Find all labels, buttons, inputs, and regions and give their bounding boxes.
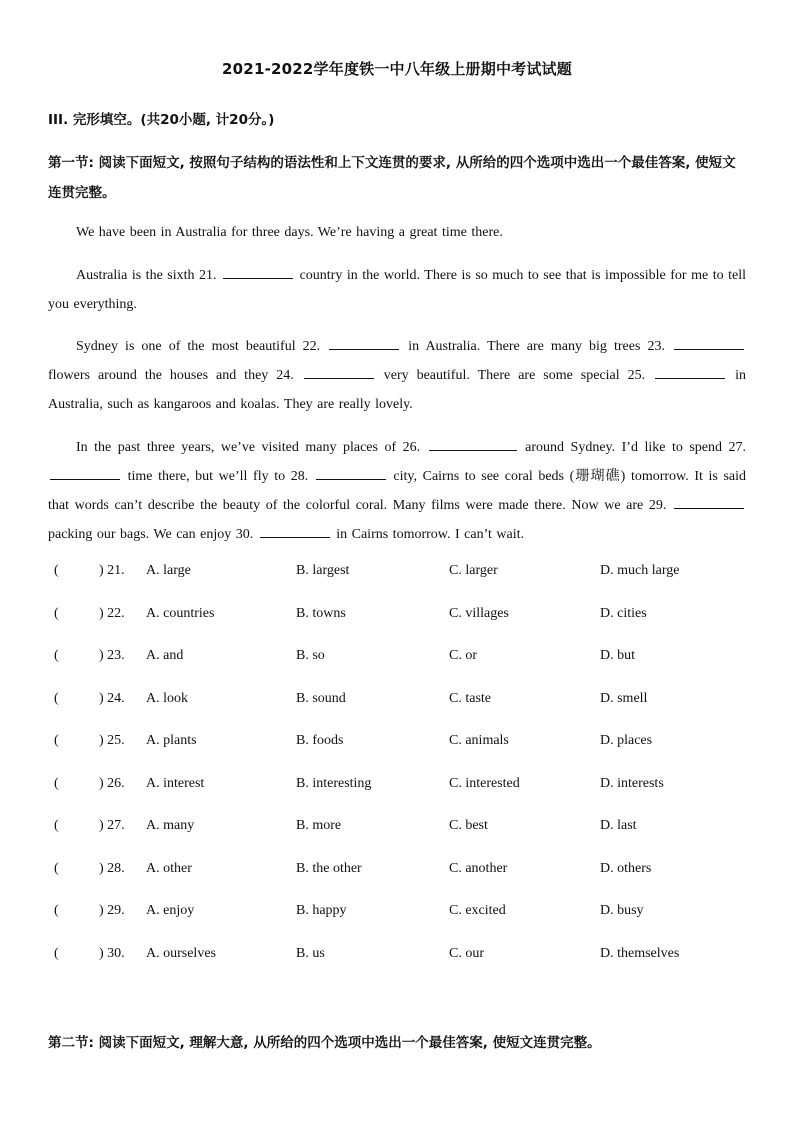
option-a[interactable]: A. countries	[146, 605, 215, 621]
option-b[interactable]: B. interesting	[296, 775, 372, 791]
option-c[interactable]: C. villages	[449, 605, 509, 621]
passage-text: In the past three years, we’ve visited many places of 26.	[76, 440, 421, 455]
question-row	[48, 733, 768, 776]
part1-instruction: 第一节: 阅读下面短文, 按照句子结构的语法性和上下文连贯的要求, 从所给的四个选项中选出一个最佳答案, 使短文连贯完整。	[48, 155, 736, 201]
passage-text: around Sydney. I’d like to spend 27.	[525, 440, 747, 455]
option-d[interactable]: D. others	[600, 860, 652, 876]
page-title: 2021-2022学年度铁一中八年级上册期中考试试题	[222, 60, 572, 78]
answer-blank-25[interactable]	[655, 364, 725, 379]
option-a[interactable]: A. and	[146, 648, 184, 663]
passage-text: in Cairns tomorrow. I can’t wait.	[336, 527, 524, 542]
passage-paragraph-3	[48, 332, 746, 419]
question-row	[48, 606, 768, 649]
question-row	[48, 818, 768, 861]
answer-slot-open[interactable]: (	[54, 775, 59, 791]
option-d[interactable]: D. interests	[600, 775, 664, 791]
answer-slot-open[interactable]: (	[54, 945, 59, 961]
passage-text: in Australia. There are many big trees 23.	[408, 339, 665, 354]
answer-slot-open[interactable]: (	[54, 690, 59, 706]
option-c[interactable]: C. larger	[449, 563, 498, 578]
option-d[interactable]: D. but	[600, 648, 635, 663]
option-a[interactable]: A. interest	[146, 775, 205, 791]
option-d[interactable]: D. busy	[600, 903, 644, 918]
option-c[interactable]: C. animals	[449, 733, 509, 748]
question-number: ) 30.	[99, 945, 125, 961]
option-b[interactable]: B. us	[296, 945, 325, 961]
question-row	[48, 946, 768, 989]
option-c[interactable]: C. taste	[449, 690, 491, 706]
option-a[interactable]: A. ourselves	[146, 945, 216, 961]
question-row	[48, 563, 768, 606]
option-a[interactable]: A. look	[146, 690, 188, 706]
question-number: ) 24.	[99, 690, 125, 706]
option-d[interactable]: D. smell	[600, 690, 648, 706]
passage-text: packing our bags. We can enjoy 30.	[48, 527, 254, 542]
answer-blank-29[interactable]	[674, 494, 744, 509]
question-row	[48, 691, 768, 734]
answer-blank-27[interactable]	[50, 465, 120, 480]
passage-text: time there, but we’ll fly to 28.	[127, 469, 309, 484]
option-c[interactable]: C. another	[449, 860, 508, 876]
answer-blank-24[interactable]	[304, 364, 374, 379]
question-number: ) 27.	[99, 818, 125, 833]
question-list	[48, 563, 768, 988]
question-row	[48, 861, 768, 904]
answer-blank-23[interactable]	[674, 335, 744, 350]
passage-paragraph-4	[48, 433, 746, 549]
answer-slot-open[interactable]: (	[54, 903, 59, 918]
option-b[interactable]: B. foods	[296, 733, 344, 748]
question-number: ) 21.	[99, 563, 125, 578]
question-row	[48, 903, 768, 946]
question-row	[48, 776, 768, 819]
option-a[interactable]: A. large	[146, 563, 191, 578]
passage-text: flowers around the houses and they 24.	[48, 368, 294, 383]
passage-text: city, Cairns to see coral beds (珊瑚礁) tomorrow. It is said that words can’t describe the beauty of the colorful coral. Many films were made there. Now we are 29.	[48, 469, 746, 513]
question-number: ) 25.	[99, 733, 125, 748]
option-c[interactable]: C. excited	[449, 903, 506, 918]
option-b[interactable]: B. happy	[296, 903, 347, 918]
part2-instruction: 第二节: 阅读下面短文, 理解大意, 从所给的四个选项中选出一个最佳答案, 使短文连贯完整。	[48, 1035, 601, 1051]
option-c[interactable]: C. interested	[449, 775, 520, 791]
option-c[interactable]: C. or	[449, 648, 477, 663]
option-b[interactable]: B. largest	[296, 563, 350, 578]
question-number: ) 23.	[99, 648, 125, 663]
option-d[interactable]: D. themselves	[600, 945, 680, 961]
passage-text: We have been in Australia for three days. We’re having a great time there.	[76, 225, 503, 240]
option-d[interactable]: D. last	[600, 818, 637, 833]
option-b[interactable]: B. towns	[296, 605, 346, 621]
question-number: ) 29.	[99, 903, 125, 918]
answer-blank-30[interactable]	[260, 523, 330, 538]
answer-slot-open[interactable]: (	[54, 860, 59, 876]
question-row	[48, 648, 768, 691]
passage-text: in Australia, such as kangaroos and koalas. They are really lovely.	[48, 368, 746, 412]
option-d[interactable]: D. much large	[600, 563, 680, 578]
answer-slot-open[interactable]: (	[54, 733, 59, 748]
answer-blank-21[interactable]	[223, 264, 293, 279]
question-number: ) 28.	[99, 860, 125, 876]
passage-paragraph-1	[48, 218, 746, 247]
question-number: ) 26.	[99, 775, 125, 791]
answer-blank-28[interactable]	[316, 465, 386, 480]
passage-text: Australia is the sixth 21.	[76, 268, 217, 283]
answer-slot-open[interactable]: (	[54, 818, 59, 833]
passage-text: very beautiful. There are some special 25.	[383, 368, 646, 383]
option-c[interactable]: C. best	[449, 818, 488, 833]
section-heading: III. 完形填空。(共20小题, 计20分。)	[48, 112, 275, 128]
option-b[interactable]: B. sound	[296, 690, 346, 706]
passage-text: country in the world. There is so much to see that is impossible for me to tell you everything.	[48, 268, 746, 312]
passage-paragraph-2	[48, 261, 746, 319]
option-a[interactable]: A. other	[146, 860, 192, 876]
option-b[interactable]: B. the other	[296, 860, 362, 876]
option-b[interactable]: B. more	[296, 818, 342, 833]
option-d[interactable]: D. places	[600, 733, 653, 748]
answer-blank-22[interactable]	[329, 335, 399, 350]
option-a[interactable]: A. enjoy	[146, 903, 195, 918]
answer-slot-open[interactable]: (	[54, 648, 59, 663]
option-c[interactable]: C. our	[449, 945, 484, 961]
question-number: ) 22.	[99, 605, 125, 621]
option-b[interactable]: B. so	[296, 648, 325, 663]
option-a[interactable]: A. many	[146, 818, 195, 833]
answer-slot-open[interactable]: (	[54, 563, 59, 578]
option-a[interactable]: A. plants	[146, 733, 197, 748]
answer-blank-26[interactable]	[429, 436, 517, 451]
option-d[interactable]: D. cities	[600, 605, 647, 621]
passage-text: Sydney is one of the most beautiful 22.	[76, 339, 321, 354]
answer-slot-open[interactable]: (	[54, 605, 59, 621]
